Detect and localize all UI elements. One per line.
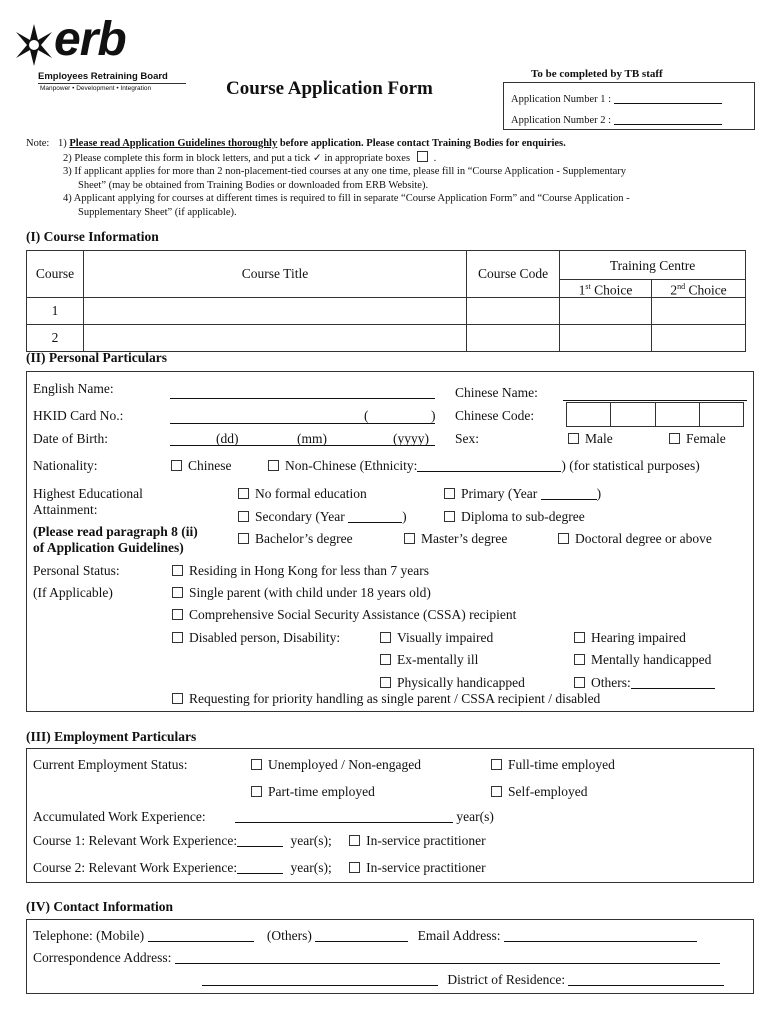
bachelor-label: Bachelor’s degree [255,531,353,546]
note-2: 2) Please complete this form in block letters, and put a tick ✓ in appropriate boxes [63,152,411,164]
table-row [27,324,746,351]
primary-year-field[interactable] [541,487,597,500]
full-time-label: Full-time employed [508,757,615,772]
app-number-1 [511,91,722,105]
mentally-checkbox[interactable] [574,654,585,665]
section-contact-heading: (IV) Contact Information [26,899,173,914]
course2-in-service-checkbox[interactable] [349,862,360,873]
unemployed-label: Unemployed / Non-engaged [268,757,421,772]
app-number-2 [511,112,722,126]
priority-label: Requesting for priority handling as single parent / CSSA recipient / disabled [189,691,601,706]
education-label [33,486,143,518]
app-number-1-label: Application Number 1 : [511,94,612,105]
first-choice-sup: st [585,282,591,291]
col-training-centre: Training Centre [560,251,746,280]
visually-checkbox[interactable] [380,632,391,643]
accumulated-label: Accumulated Work Experience: [33,809,206,824]
secondary-label: Secondary (Year [255,509,345,524]
master-label: Master’s degree [421,531,508,546]
logo-star-icon [14,22,54,68]
email-field[interactable] [504,929,697,942]
primary-checkbox[interactable] [444,488,455,499]
education-label-line1: Highest Educational [33,486,143,501]
disabled-label: Disabled person, Disability: [189,630,341,645]
first-choice-word: Choice [594,282,633,298]
others-phone-label: (Others) [266,928,312,943]
mobile-label: Telephone: (Mobile) [33,928,145,943]
priority-checkbox[interactable] [172,693,183,704]
org-name: Employees Retraining Board [38,71,168,82]
primary-close: ) [596,486,602,501]
visually-option[interactable] [380,630,493,646]
course1-years-field[interactable] [237,834,283,847]
first-choice-cell[interactable] [560,297,652,324]
course1-in-service-checkbox[interactable] [349,835,360,846]
course2-label: Course 2: Relevant Work Experience: [33,860,238,875]
dob-mm: (mm) [297,431,327,446]
education-label-line2: Attainment: [33,502,98,517]
cssa-option[interactable] [172,607,516,623]
residing-label: Residing in Hong Kong for less than 7 years [189,563,429,578]
address-label: Correspondence Address: [33,950,172,965]
single-parent-checkbox[interactable] [172,587,183,598]
non-chinese-checkbox[interactable] [268,460,279,471]
accumulated-years: year(s) [456,809,494,824]
personal-status-label: Personal Status: [33,563,120,578]
doctoral-label: Doctoral degree or above [575,531,712,546]
chinese-code-boxes[interactable] [566,402,744,427]
cssa-label: Comprehensive Social Security Assistance (CSSA) recipient [189,607,517,622]
if-applicable-label: (If Applicable) [33,585,113,600]
course-code-cell[interactable] [467,297,560,324]
note-4: 4) Applicant applying for courses at different times is required to fill in separate “Course Application Form” and “Course Application - [63,193,630,204]
chinese-name-field[interactable] [563,388,747,401]
statistical-purposes-label: ) (for statistical purposes) [561,458,700,473]
education-note-line2: of Application Guidelines) [33,540,184,555]
bachelor-checkbox[interactable] [238,533,249,544]
others-phone-field[interactable] [315,929,408,942]
note-1-text: before application. Please contact Training Bodies for enquiries. [279,138,566,149]
ex-mentally-option[interactable] [380,652,478,668]
course-title-cell[interactable] [84,324,467,351]
col-course: Course [27,251,84,298]
cssa-checkbox[interactable] [172,609,183,620]
secondary-close: ) [402,509,407,524]
physically-option[interactable] [380,675,525,691]
first-choice-num: 1 [578,282,586,298]
course2-row [33,860,486,876]
doctoral-option[interactable] [558,531,712,547]
logo-wordmark: erb [54,13,126,66]
diploma-label: Diploma to sub-degree [461,509,585,524]
note-1-underlined: Please read Application Guidelines thoroughly [69,138,278,149]
female-checkbox[interactable] [669,433,680,444]
full-time-checkbox[interactable] [491,759,502,770]
sex-label: Sex: [455,431,480,446]
chinese-checkbox[interactable] [171,460,182,471]
course-code-cell[interactable] [467,324,560,351]
chinese-option[interactable] [171,458,232,474]
hearing-label: Hearing impaired [591,630,686,645]
others-field[interactable] [631,676,715,689]
hkid-paren-open: ( [364,408,369,423]
current-status-label: Current Employment Status: [33,757,188,772]
master-checkbox[interactable] [404,533,415,544]
nationality-label: Nationality: [33,458,98,473]
male-checkbox[interactable] [568,433,579,444]
district-label: District of Residence: [447,972,566,987]
mentally-label: Mentally handicapped [591,652,712,667]
address-field-line2[interactable] [202,973,438,986]
col-second-choice [652,280,746,298]
others-label: Others: [591,675,631,690]
email-label: Email Address: [417,928,501,943]
note-1-number: 1) [57,138,67,149]
female-label: Female [686,431,726,446]
female-option[interactable] [669,431,726,447]
telephone-row [33,928,697,944]
dob-yyyy: (yyyy) [393,431,429,446]
bachelor-option[interactable] [238,531,353,547]
hearing-checkbox[interactable] [574,632,585,643]
unemployed-checkbox[interactable] [251,759,262,770]
single-parent-label: Single parent (with child under 18 years old) [189,585,431,600]
course1-years: year(s); [290,833,332,848]
no-formal-option[interactable] [238,486,367,502]
primary-option[interactable] [444,486,601,502]
diploma-option[interactable] [444,509,585,525]
secondary-checkbox[interactable] [238,511,249,522]
ex-mentally-label: Ex-mentally ill [397,652,479,667]
single-parent-option[interactable] [172,585,431,601]
chinese-name-label: Chinese Name: [455,385,538,400]
hkid-field[interactable] [170,411,435,424]
section-employment-heading: (III) Employment Particulars [26,729,197,744]
mobile-field[interactable] [148,929,254,942]
second-choice-word: Choice [688,282,727,298]
secondary-year-field[interactable] [348,510,402,523]
non-chinese-option[interactable] [268,458,700,474]
part-time-label: Part-time employed [268,784,375,799]
course2-in-service-label: In-service practitioner [366,860,486,875]
col-course-title: Course Title [84,251,467,298]
table-row [27,297,746,324]
staff-title: To be completed by TB staff [531,68,663,80]
non-chinese-label: Non-Chinese (Ethnicity: [285,458,418,473]
male-label: Male [585,431,613,446]
self-employed-label: Self-employed [508,784,588,799]
col-course-code: Course Code [467,251,560,298]
address-field-line1[interactable] [175,951,720,964]
primary-label: Primary (Year [461,486,538,501]
second-choice-sup: nd [677,282,686,291]
course-table [26,250,746,352]
mentally-option[interactable] [574,652,711,668]
row-number: 2 [27,324,84,351]
note-4-cont: Supplementary Sheet” (if applicable). [78,206,237,218]
example-checkbox [417,151,428,162]
residing-option[interactable] [172,563,429,579]
second-choice-num: 2 [670,282,678,298]
chinese-label: Chinese [188,458,232,473]
address-row [33,950,720,966]
form-title: Course Application Form [226,78,433,99]
ex-mentally-checkbox[interactable] [380,654,391,665]
no-formal-checkbox[interactable] [238,488,249,499]
row-number: 1 [27,297,84,324]
address-row-2 [202,972,724,988]
unemployed-option[interactable] [251,757,421,773]
course1-in-service-label: In-service practitioner [366,833,486,848]
dob-dd: (dd) [216,431,239,446]
secondary-option[interactable] [238,509,407,525]
course1-label: Course 1: Relevant Work Experience: [33,833,238,848]
education-note [33,524,198,556]
org-tagline: Manpower • Development • Integration [40,85,152,92]
erb-logo [14,13,189,98]
physically-label: Physically handicapped [397,675,525,690]
note-3-cont: Sheet” (may be obtained from Training Bodies or downloaded from ERB Website). [78,179,429,191]
hearing-option[interactable] [574,630,686,646]
others-checkbox[interactable] [574,677,585,688]
note-3: 3) If applicant applies for more than 2 non-placement-tied courses at any one time, please fill in “Course Application - Supplementary [63,166,627,177]
education-note-line1: (Please read paragraph 8 (ii) [33,524,198,539]
course2-years-field[interactable] [237,861,283,874]
master-option[interactable] [404,531,507,547]
section-personal-heading: (II) Personal Particulars [26,350,167,365]
full-time-option[interactable] [491,757,615,773]
visually-label: Visually impaired [397,630,494,645]
others-option[interactable] [574,675,715,691]
disabled-checkbox[interactable] [172,632,183,643]
app-number-2-label: Application Number 2 : [511,115,612,126]
part-time-option[interactable] [251,784,375,800]
male-option[interactable] [568,431,613,447]
course2-years: year(s); [290,860,332,875]
first-choice-cell[interactable] [560,324,652,351]
disabled-option[interactable] [172,630,340,646]
col-first-choice [560,280,652,298]
english-name-label: English Name: [33,381,114,396]
dob-label: Date of Birth: [33,431,108,446]
self-employed-checkbox[interactable] [491,786,502,797]
hkid-label: HKID Card No.: [33,408,124,423]
note-label: Note: [26,138,50,149]
self-employed-option[interactable] [491,784,587,800]
ethnicity-field[interactable] [417,459,561,472]
district-field[interactable] [568,973,724,986]
course-title-cell[interactable] [84,297,467,324]
notes: Note: 1) Please read Application Guidelines thoroughly before application. Please contact Training Bodies for enquiries. 2) Please complete this form in block letters, and put a tick ✓ in appropriate boxes . 3) If applicant applies for more than 2 non-placement-tied courses at any one time, please fill in “Course Application - Supplementary Sheet” (may be obtained from Training Bodies or downloaded from ERB Website). 4) Applicant applying for courses at different times is required to fill in separate “Course Application Form” and “Course Application - Supplementary Sheet” (if applicable). [26,137,756,219]
app-number-1-field[interactable] [614,91,722,104]
accumulated-field[interactable] [235,810,453,823]
physically-checkbox[interactable] [380,677,391,688]
priority-option[interactable] [172,691,600,707]
doctoral-checkbox[interactable] [558,533,569,544]
hkid-paren-close: ) [431,408,436,423]
app-number-2-field[interactable] [614,112,722,125]
second-choice-cell[interactable] [652,324,746,351]
section-course-heading: (I) Course Information [26,229,159,244]
accumulated-row [33,809,494,825]
residing-checkbox[interactable] [172,565,183,576]
no-formal-label: No formal education [255,486,367,501]
course1-row [33,833,486,849]
english-name-field[interactable] [170,386,435,399]
part-time-checkbox[interactable] [251,786,262,797]
second-choice-cell[interactable] [652,297,746,324]
diploma-checkbox[interactable] [444,511,455,522]
chinese-code-label: Chinese Code: [455,408,535,423]
